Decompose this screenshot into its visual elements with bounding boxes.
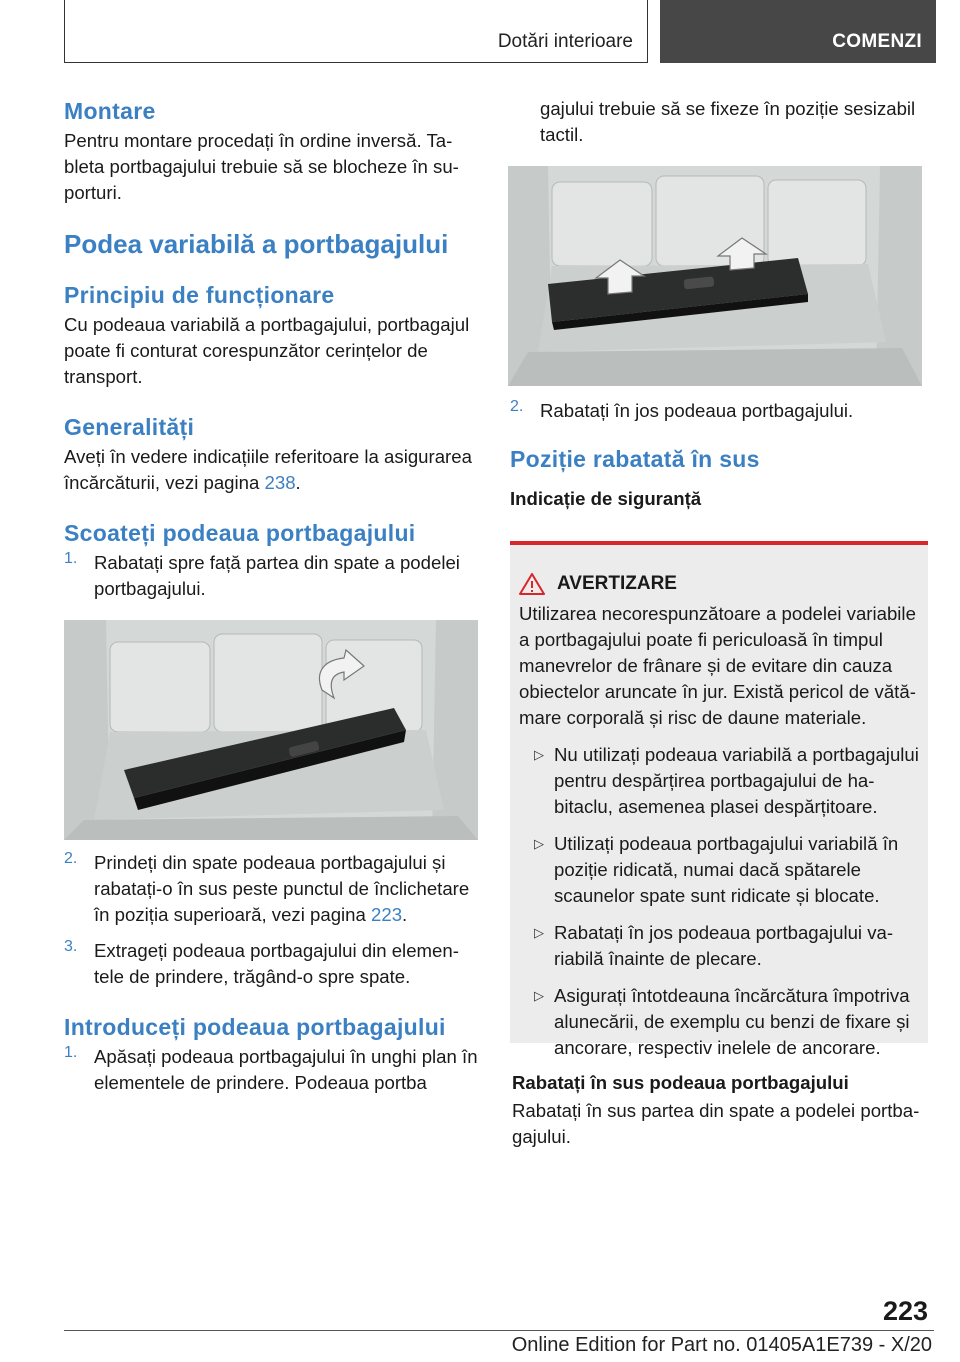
trunk-illustration-2 [508, 166, 922, 386]
page-link-223[interactable]: 223 [371, 904, 403, 925]
principiu-text: Cu podeaua variabilă a portbagajului, portbagajul poate fi conturat corespunzător cerințelor de transport. [64, 314, 470, 387]
header-section-title: Dotări interioare [497, 31, 633, 52]
trunk-floor-fold-down-image [508, 166, 922, 386]
warning-text: Utilizarea necorespunzătoare a podelei variabile a portbagajului poate fi periculoasă în timpul manevrelor de frânare și de evitare din cauza obiectelor aruncate în jur. Există pericol de vătămare corporală și risc de daune materiale. [519, 603, 916, 728]
warning-bullet-3 [519, 920, 920, 972]
warning-title [557, 571, 920, 597]
generalitati-end: . [295, 472, 301, 493]
generalitati-body: Aveți în vedere indicațiile referitoare la asigurarea încărcăturii, vezi pagina [64, 446, 472, 493]
warning-bullet-4 [519, 983, 920, 1061]
bullet-text: Rabatați în jos podeaua portbagajului variabilă înainte de plecare. [554, 922, 894, 969]
rabatati-section [512, 1070, 930, 1150]
header-section-box [64, 0, 648, 63]
rabatati-heading: Rabatați în sus podeaua portbagajului [512, 1072, 849, 1093]
generalitati-heading: Generalități [64, 414, 195, 440]
introduceti-step-1-continued [510, 96, 928, 148]
right-column [510, 96, 928, 512]
scoateti-step-1 [64, 550, 478, 602]
step-number: 2. [510, 398, 524, 415]
header-chapter-title: COMENZI [832, 31, 922, 52]
rabatati-text: Rabatați în sus partea din spate a podelei portbagajului. [512, 1100, 920, 1147]
bullet-triangle-icon: ▷ [534, 747, 544, 762]
left-column [64, 96, 478, 1096]
step-text: Extrageți podeaua portbagajului din elementele de prindere, trăgând-o spre spate. [94, 940, 459, 987]
step-2-body: Prindeți din spate podeaua portbagajului și rabatați-o în sus peste punctul de înclichetare în poziția superioară, vezi pagina [94, 852, 470, 925]
safety-heading: Indicație de siguranță [510, 488, 702, 509]
continued-text: gajului trebuie să se fixeze în poziție sesizabil tactil. [540, 98, 916, 145]
page-number: 223 [882, 1296, 928, 1326]
trunk-floor-fold-forward-image [64, 620, 478, 840]
generalitati-text [64, 444, 478, 496]
step-text [94, 850, 478, 928]
warning-triangle-icon [519, 572, 545, 596]
montare-heading: Montare [64, 98, 156, 124]
scoateti-step-2 [64, 850, 478, 928]
principiu-heading: Principiu de funcționare [64, 282, 335, 308]
step-number: 2. [64, 850, 78, 867]
page-link-238[interactable]: 238 [264, 472, 296, 493]
bullet-text: Nu utilizați podeaua variabilă a portbagajului pentru despărțirea portbagajului de habitaclu, asemenea plasei despărțitoare. [554, 744, 919, 817]
step-number: 1. [64, 550, 78, 567]
step-number: 3. [64, 938, 78, 955]
bullet-triangle-icon: ▷ [534, 925, 544, 940]
footer-divider [64, 1330, 934, 1331]
introduceti-step-1 [64, 1044, 478, 1096]
introduceti-step-2 [510, 398, 928, 424]
warning-bullet-2 [519, 831, 920, 909]
step-number: 1. [64, 1044, 78, 1061]
bullet-text: Asigurați întotdeauna încărcătura împotriva alunecării, de exemplu cu benzi de fixare și ancorare, respectiv inelele de ancorare. [554, 985, 910, 1058]
pozitie-heading: Poziție rabatată în sus [510, 446, 760, 472]
step-2-end: . [402, 904, 408, 925]
warning-bullet-1 [519, 742, 920, 820]
step-text: Rabatați în jos podeaua portbagajului. [540, 400, 854, 421]
warning-title-text: AVERTIZARE [557, 573, 677, 594]
bullet-triangle-icon: ▷ [534, 988, 544, 1003]
main-heading: Podea variabilă a portbagajului [64, 229, 449, 259]
step-text: Apăsați podeaua portbagajului în unghi plan în elementele de prindere. Podeaua portba [94, 1046, 478, 1093]
bullet-text: Utilizați podeaua portbagajului variabilă în poziție ridicată, numai dacă spătarele scaunelor spate sunt ridicate și blocate. [554, 833, 899, 906]
bullet-triangle-icon: ▷ [534, 836, 544, 851]
header-chapter-box [660, 0, 936, 63]
introduceti-heading: Introduceți podeaua portbagajului [64, 1014, 446, 1040]
scoateti-heading: Scoateți podeaua portbagajului [64, 520, 416, 546]
warning-box [510, 541, 928, 1058]
montare-text: Pentru montare procedați în ordine inversă. Tableta portbagajului trebuie să se blocheze în suporturi. [64, 130, 459, 203]
scoateti-step-3 [64, 938, 478, 990]
step-text: Rabatați spre față partea din spate a podelei portbagajului. [94, 552, 460, 599]
trunk-illustration-1 [64, 620, 478, 840]
footer-edition: Online Edition for Part no. 01405A1E739 - X/20 [511, 1334, 932, 1356]
